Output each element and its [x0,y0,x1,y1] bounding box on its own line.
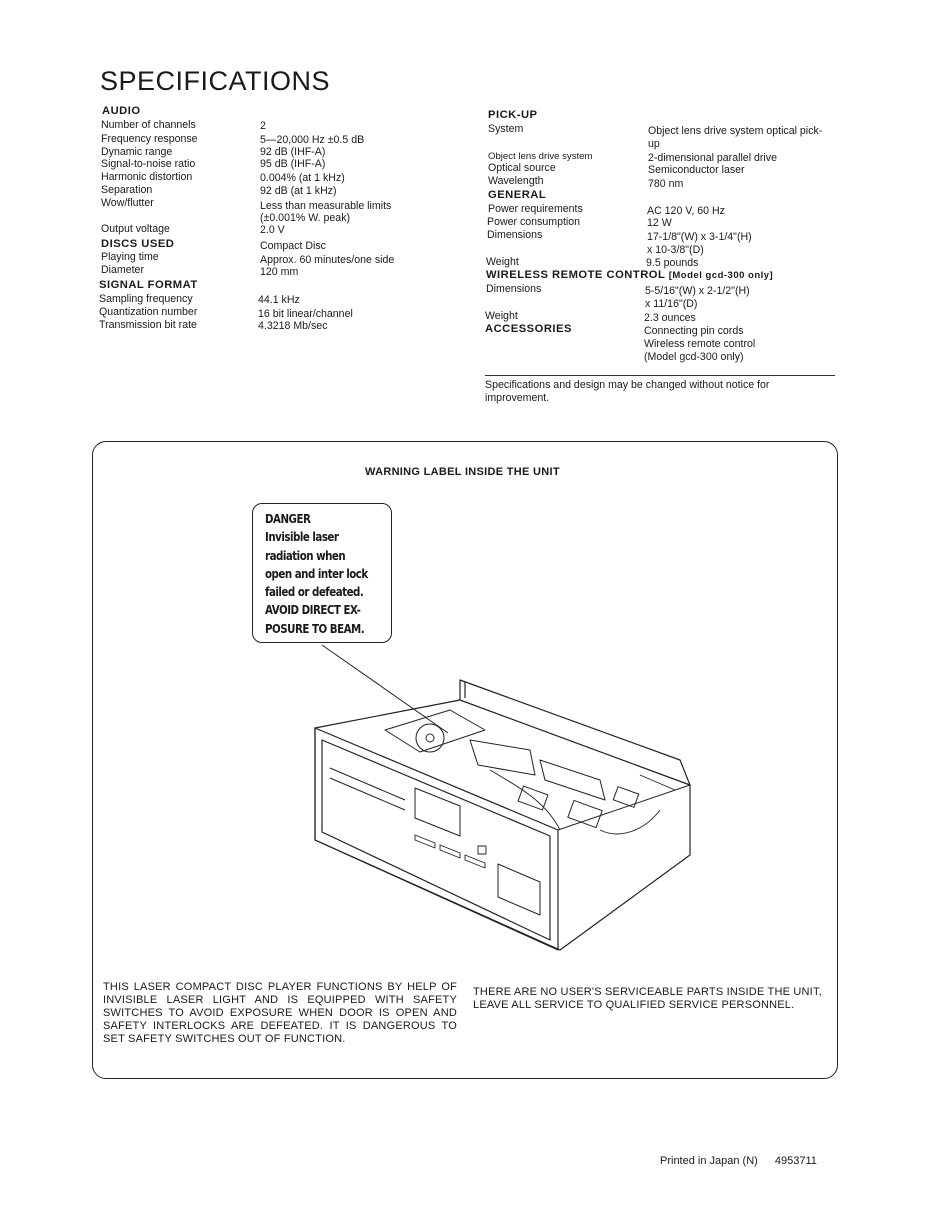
spec-value: 5-5/16"(W) x 2-1/2"(H) [645,285,750,297]
danger-line: DANGER [265,511,311,526]
spec-value: Compact Disc [260,240,326,252]
signal-format-heading: SIGNAL FORMAT [99,279,198,291]
spec-value: 780 nm [648,178,684,190]
spec-value: 12 W [647,217,672,229]
wireless-heading [486,269,773,282]
spec-label: Output voltage [101,223,170,235]
accessory-item: Connecting pin cords [644,325,744,337]
accessory-item: (Model gcd-300 only) [644,351,744,363]
spec-label: Frequency response [101,133,198,145]
spec-label: Playing time [101,251,159,263]
page-title: SPECIFICATIONS [100,66,331,96]
spec-label: System [488,123,524,135]
spec-label: Number of channels [101,119,196,131]
spec-label: Dynamic range [101,146,173,158]
spec-label: Wavelength [488,175,544,187]
wireless-heading-note: [Model gcd-300 only] [668,270,774,281]
spec-label: Dimensions [487,229,543,241]
spec-label: Object lens drive system [488,151,593,162]
spec-value: 2.3 ounces [644,312,696,324]
spec-value: 0.004% (at 1 kHz) [260,172,345,184]
wireless-heading-text: WIRELESS REMOTE CONTROL [486,269,666,281]
spec-label: Transmission bit rate [99,319,197,331]
accessory-item: Wireless remote control [644,338,756,350]
spec-label: Diameter [101,264,144,276]
spec-label: Signal-to-noise ratio [101,158,196,170]
spec-label: Quantization number [99,306,198,318]
danger-line: Invisible laser [265,529,339,545]
spec-value: 2.0 V [260,224,285,236]
spec-value: Less than measurable limits [260,200,392,212]
spec-value: 92 dB (IHF-A) [260,146,326,158]
spec-label: Optical source [488,162,556,174]
spec-value: Approx. 60 minutes/one side [260,254,395,266]
spec-value: 120 mm [260,266,299,278]
spec-label: Power consumption [487,216,581,228]
warning-title: WARNING LABEL INSIDE THE UNIT [365,466,560,478]
footer [660,1155,817,1167]
spec-value: AC 120 V, 60 Hz [647,205,725,217]
spec-value: 16 bit linear/channel [258,308,353,320]
spec-value-cont: x 10-3/8"(D) [647,244,704,256]
spec-label: Dimensions [486,283,542,295]
spec-value-cont: x 11/16"(D) [645,298,698,310]
cd-player-illustration [300,640,710,960]
spec-value: 9.5 pounds [646,257,699,269]
danger-line: open and inter lock [265,565,368,581]
spec-value: 2 [260,120,266,132]
warning-left-text: THIS LASER COMPACT DISC PLAYER FUNCTIONS BY HELP OF INVISIBLE LASER LIGHT AND IS EQUIPPED WITH SAFETY SWITCHES TO AVOID EXPOSURE WHEN DOOR IS OPEN AND SAFETY INTERLOCKS ARE DEFEATED. IT IS DANGEROUS TO SET SAFETY SWITCHES OUT OF FUNCTION. [103,981,457,1045]
specifications-note: Specifications and design may be changed without notice for improvement. [485,375,835,405]
spec-value: 2-dimensional parallel drive [648,152,777,164]
spec-value: 92 dB (at 1 kHz) [260,185,337,197]
danger-line: POSURE TO BEAM. [265,620,365,636]
spec-value: 4.3218 Mb/sec [258,320,328,332]
general-heading: GENERAL [488,189,547,201]
danger-line: failed or defeated. [265,584,364,600]
spec-label: Weight [486,256,519,268]
spec-value: 5—20,000 Hz ±0.5 dB [260,134,365,146]
danger-line: AVOID DIRECT EX- [265,602,361,618]
spec-value: 17-1/8"(W) x 3-1/4"(H) [647,231,752,243]
spec-value: Object lens drive system optical pick- [648,125,823,137]
document-code: 4953711 [774,1155,817,1167]
danger-label [252,503,392,643]
spec-label: Power requirements [488,203,583,215]
spec-value-cont: up [648,138,660,150]
pickup-heading: PICK-UP [488,109,538,121]
spec-label: Harmonic distortion [101,171,193,183]
warning-right-text: THERE ARE NO USER'S SERVICEABLE PARTS INSIDE THE UNIT, LEAVE ALL SERVICE TO QUALIFIED SERVICE PERSONNEL. [473,986,822,1011]
printed-in: Printed in Japan (N) [660,1155,758,1167]
spec-label: Weight [485,310,518,322]
discs-used-heading: DISCS USED [101,238,175,250]
spec-label: Sampling frequency [99,293,193,305]
spec-value: 44.1 kHz [258,294,300,306]
danger-line: radiation when [265,547,346,563]
audio-heading: AUDIO [102,105,141,117]
spec-label: Separation [101,184,153,196]
spec-value: Semiconductor laser [648,164,745,176]
accessories-heading: ACCESSORIES [485,323,572,335]
spec-label: Wow/flutter [101,197,154,209]
spec-value-cont: (±0.001% W. peak) [260,212,351,224]
spec-value: 95 dB (IHF-A) [260,158,326,170]
